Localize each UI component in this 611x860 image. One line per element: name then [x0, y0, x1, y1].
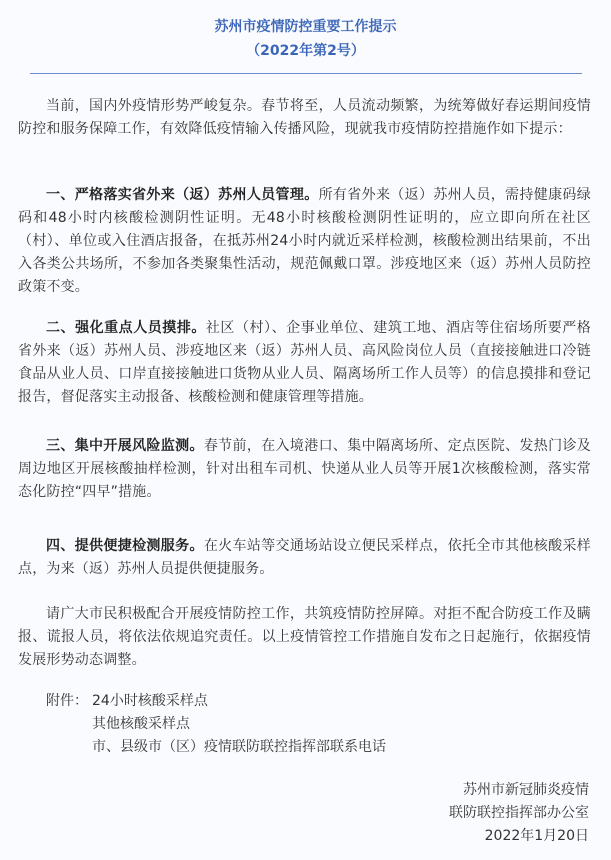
issuing-org-line2: 联防联控指挥部办公室	[449, 805, 589, 821]
section-1-text: 所有省外来（返）苏州人员，需持健康码绿码和48小时内核酸检测阴性证明。无48小时核酸检测阴性证明的，应立即向所在社区（村）、单位或入住酒店报备，在抵苏州24小时内就近采样检测，核酸检测出结果前，不出入各类公共场所，不参加各类聚集性活动，规范佩戴口罩。涉疫地区来（返）苏州人员防控政策不变。	[18, 187, 591, 295]
section-3-paragraph	[18, 435, 591, 504]
title-divider	[30, 73, 582, 74]
attachment-item: 其他核酸采样点	[92, 716, 190, 732]
attachment-item: 24小时核酸采样点	[92, 693, 208, 709]
attachment-row	[46, 690, 386, 713]
document-number: （2022年第2号）	[246, 43, 365, 59]
section-2-paragraph	[18, 317, 591, 409]
section-4-text: 在火车站等交通场站设立便民采样点，依托全市其他核酸采样点，为来（返）苏州人员提供便捷服务。	[18, 538, 591, 577]
closing-paragraph: 请广大市民积极配合开展疫情防控工作，共筑疫情防控屏障。对拒不配合防疫工作及瞒报、谎报人员，将依法依规追究责任。以上疫情管控工作措施自发布之日起施行，依据疫情发展形势动态调整。	[18, 606, 591, 668]
section-2-text: 社区（村）、企事业单位、建筑工地、酒店等住宿场所要严格省外来（返）苏州人员、涉疫地区来（返）苏州人员、高风险岗位人员（直接接触进口冷链食品从业人员、口岸直接接触进口货物从业人员、隔离场所工作人员等）的信息摸排和登记报告，督促落实主动报备、核酸检测和健康管理等措施。	[18, 320, 591, 405]
signature-block	[449, 779, 589, 848]
section-4-heading: 四、提供便捷检测服务。	[46, 538, 204, 554]
section-4-paragraph	[18, 535, 591, 581]
issue-date: 2022年1月20日	[484, 828, 589, 844]
document-title: 苏州市疫情防控重要工作提示	[214, 19, 397, 35]
intro-paragraph: 当前，国内外疫情形势严峻复杂。春节将至，人员流动频繁，为统筹做好春运期间疫情防控和服务保障工作，有效降低疫情输入传播风险，现就我市疫情防控措施作如下提示：	[18, 98, 591, 137]
attachment-item: 市、县级市（区）疫情联防联控指挥部联系电话	[92, 739, 386, 755]
section-3-text: 春节前，在入境港口、集中隔离场所、定点医院、发热门诊及周边地区开展核酸抽样检测，针对出租车司机、快递从业人员等开展1次核酸检测，落实常态化防控“四早”措施。	[18, 438, 591, 500]
section-1-heading: 一、严格落实省外来（返）苏州人员管理。	[46, 187, 319, 203]
attachments-list	[46, 690, 386, 759]
section-1-paragraph	[18, 184, 591, 299]
issuing-org-line1: 苏州市新冠肺炎疫情	[463, 782, 589, 798]
section-2-heading: 二、强化重点人员摸排。	[46, 320, 206, 336]
section-3-heading: 三、集中开展风险监测。	[46, 438, 204, 454]
attachments-label: 附件：	[46, 693, 88, 709]
